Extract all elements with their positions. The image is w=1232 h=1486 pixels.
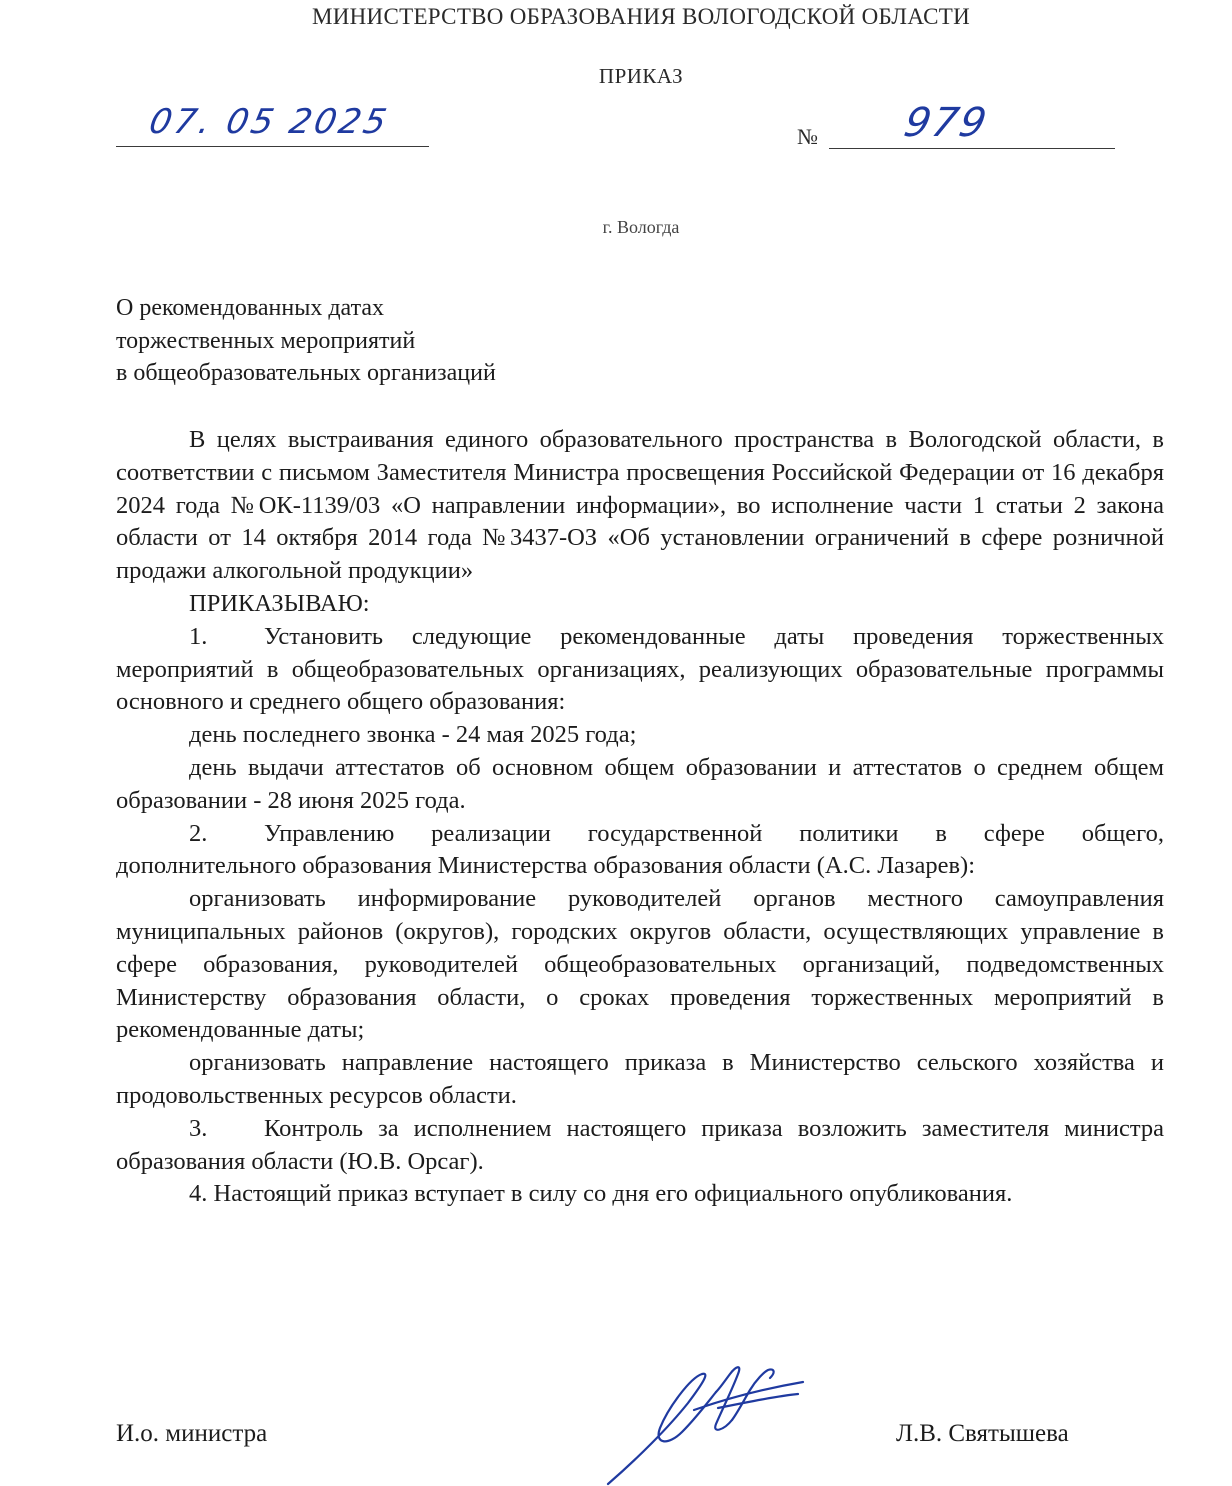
signatory-position: И.о. министра xyxy=(116,1420,268,1447)
item-1-number: 1. xyxy=(189,622,208,650)
order-word: ПРИКАЗЫВАЮ: xyxy=(189,589,370,617)
item-4-text: Настоящий приказ вступает в силу со дня его официального опубликования. xyxy=(213,1180,1013,1208)
date-underline xyxy=(116,146,429,147)
item-1-sub-1: день последнего звонка - 24 мая 2025 года; xyxy=(189,721,637,749)
subject-line-1: О рекомендованных датах xyxy=(116,295,385,321)
document-body xyxy=(116,424,1164,1211)
number-handwritten: 979 xyxy=(900,100,993,146)
document-type: ПРИКАЗ xyxy=(598,64,684,88)
item-2 xyxy=(116,818,1164,884)
item-2-sub-2: организовать направление настоящего приказа в Министерство сельского хозяйства и продовольственных ресурсов области. xyxy=(116,1049,1164,1109)
signature-stroke-5 xyxy=(718,1394,798,1408)
preamble: В целях выстраивания единого образовательного пространства в Вологодской области, в соответствии с письмом Заместителя Министра просвещения Российской Федерации от 16 декабря 2024 года №ОК-1139/03 «О направлении информации», во исполнение части 1 статьи 2 закона области от 14 октября 2014 года №3437-ОЗ «Об установлении ограничений в сфере розничной продажи алкогольной продукции» xyxy=(116,426,1164,585)
item-3 xyxy=(116,1113,1164,1179)
item-2-text: Управлению реализации государственной политики в сфере общего, дополнительного образования Министерства образования области (А.С. Лазарев): xyxy=(116,819,1164,880)
item-1-text: Установить следующие рекомендованные даты проведения торжественных мероприятий в общеобразовательных организациях, реализующих образовательные программы основного и среднего общего образования: xyxy=(116,622,1164,716)
item-2-number: 2. xyxy=(189,819,208,847)
number-label: № xyxy=(797,124,818,149)
item-2-sub-1: организовать информирование руководителей органов местного самоуправления муниципальных районов (округов), городских округов области, осуществляющих управление в сфере образования, руководителей общеобразовательных организаций, подведомственных Министерству образования области, о сроках проведения торжественных мероприятий в рекомендованные даты; xyxy=(116,885,1164,1044)
item-4-number: 4. xyxy=(189,1180,208,1208)
signature-stroke-3 xyxy=(732,1369,774,1420)
signatory-name: Л.В. Святышева xyxy=(896,1420,1069,1447)
item-3-number: 3. xyxy=(189,1114,208,1142)
subject xyxy=(116,292,496,390)
item-4 xyxy=(116,1178,1164,1211)
subject-line-2: торжественных мероприятий xyxy=(116,327,416,354)
item-3-text: Контроль за исполнением настоящего приказа возложить заместителя министра образования области (Ю.В. Орсаг). xyxy=(116,1114,1164,1175)
ministry-name: МИНИСТЕРСТВО ОБРАЗОВАНИЯ ВОЛОГОДСКОЙ ОБЛАСТИ xyxy=(311,4,970,29)
city: г. Вологда xyxy=(602,217,680,237)
item-1-sub-2: день выдачи аттестатов об основном общем образовании и аттестатов о среднем общем образовании - 28 июня 2025 года. xyxy=(116,753,1164,814)
number-underline xyxy=(829,148,1115,149)
signature-stroke-1 xyxy=(608,1374,716,1484)
item-1 xyxy=(116,621,1164,719)
date-handwritten: 07. 05 2025 xyxy=(145,102,393,142)
handwritten-signature xyxy=(598,1358,813,1486)
subject-line-3: в общеобразовательных организаций xyxy=(116,360,496,386)
